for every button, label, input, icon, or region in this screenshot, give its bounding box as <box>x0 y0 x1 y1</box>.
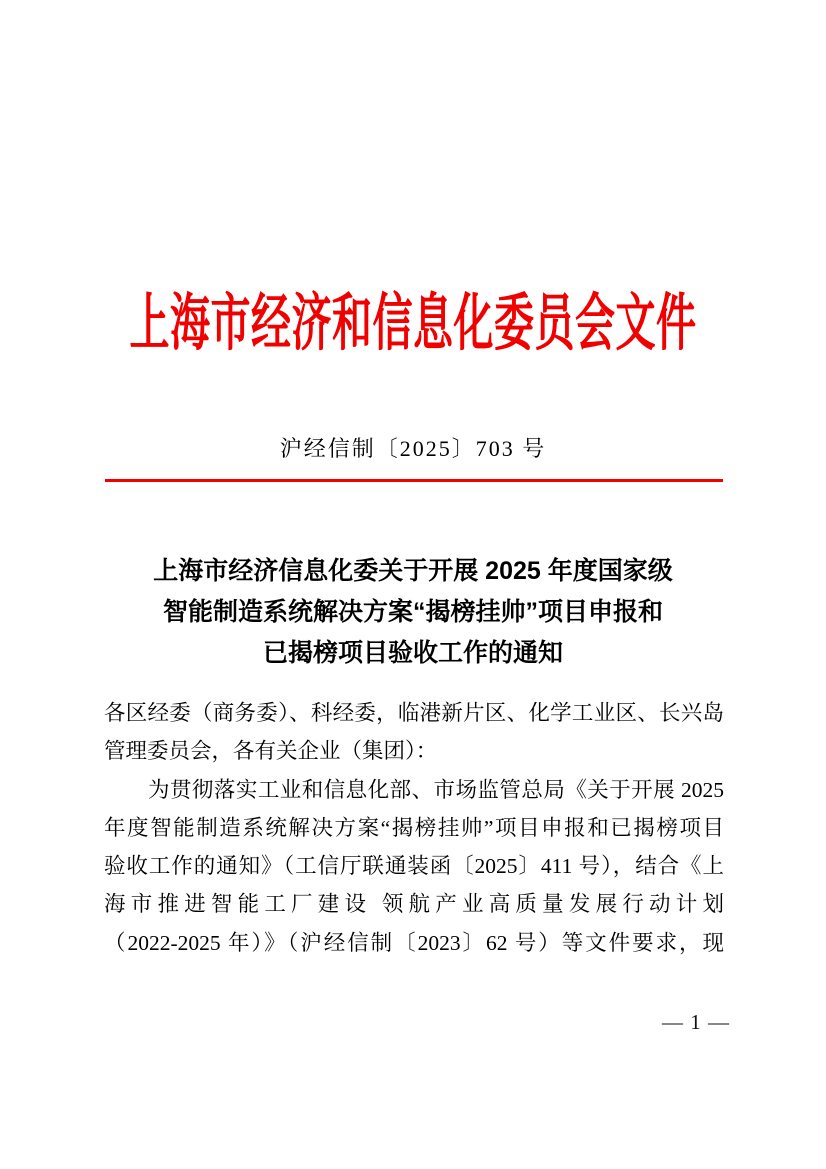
page-number: — 1 — <box>662 1010 730 1034</box>
notice-title-line-1: 上海市经济信息化委关于开展 2025 年度国家级 <box>153 557 673 585</box>
body-line-6: 海市推进智能工厂建设 领航产业高质量发展行动计划 <box>104 892 724 917</box>
body-line-1: 各区经委（商务委）、科经委，临港新片区、化学工业区、长兴岛 <box>104 701 724 725</box>
red-divider-line <box>105 479 723 482</box>
body-line-3: 为贯彻落实工业和信息化部、市场监管总局《关于开展 2025 <box>148 777 724 802</box>
notice-body <box>104 694 724 962</box>
body-line-7: （2022-2025 年）》（沪经信制〔2023〕62 号）等文件要求，现 <box>104 930 724 955</box>
notice-title-line-2: 智能制造系统解决方案“揭榜挂帅”项目申报和 <box>162 598 663 626</box>
body-line-4: 年度智能制造系统解决方案“揭榜挂帅”项目申报和已揭榜项目 <box>104 815 724 840</box>
body-line-2: 管理委员会，各有关企业（集团）： <box>104 739 438 764</box>
body-line-5: 验收工作的通知》（工信厅联通装函〔2025〕411 号），结合《上 <box>104 854 724 879</box>
letterhead-title: 上海市经济和信息化委员会文件 <box>129 288 697 359</box>
notice-title-line-3: 已揭榜项目验收工作的通知 <box>262 639 563 667</box>
document-number: 沪经信制〔2025〕703 号 <box>279 436 547 461</box>
notice-title <box>103 551 723 674</box>
